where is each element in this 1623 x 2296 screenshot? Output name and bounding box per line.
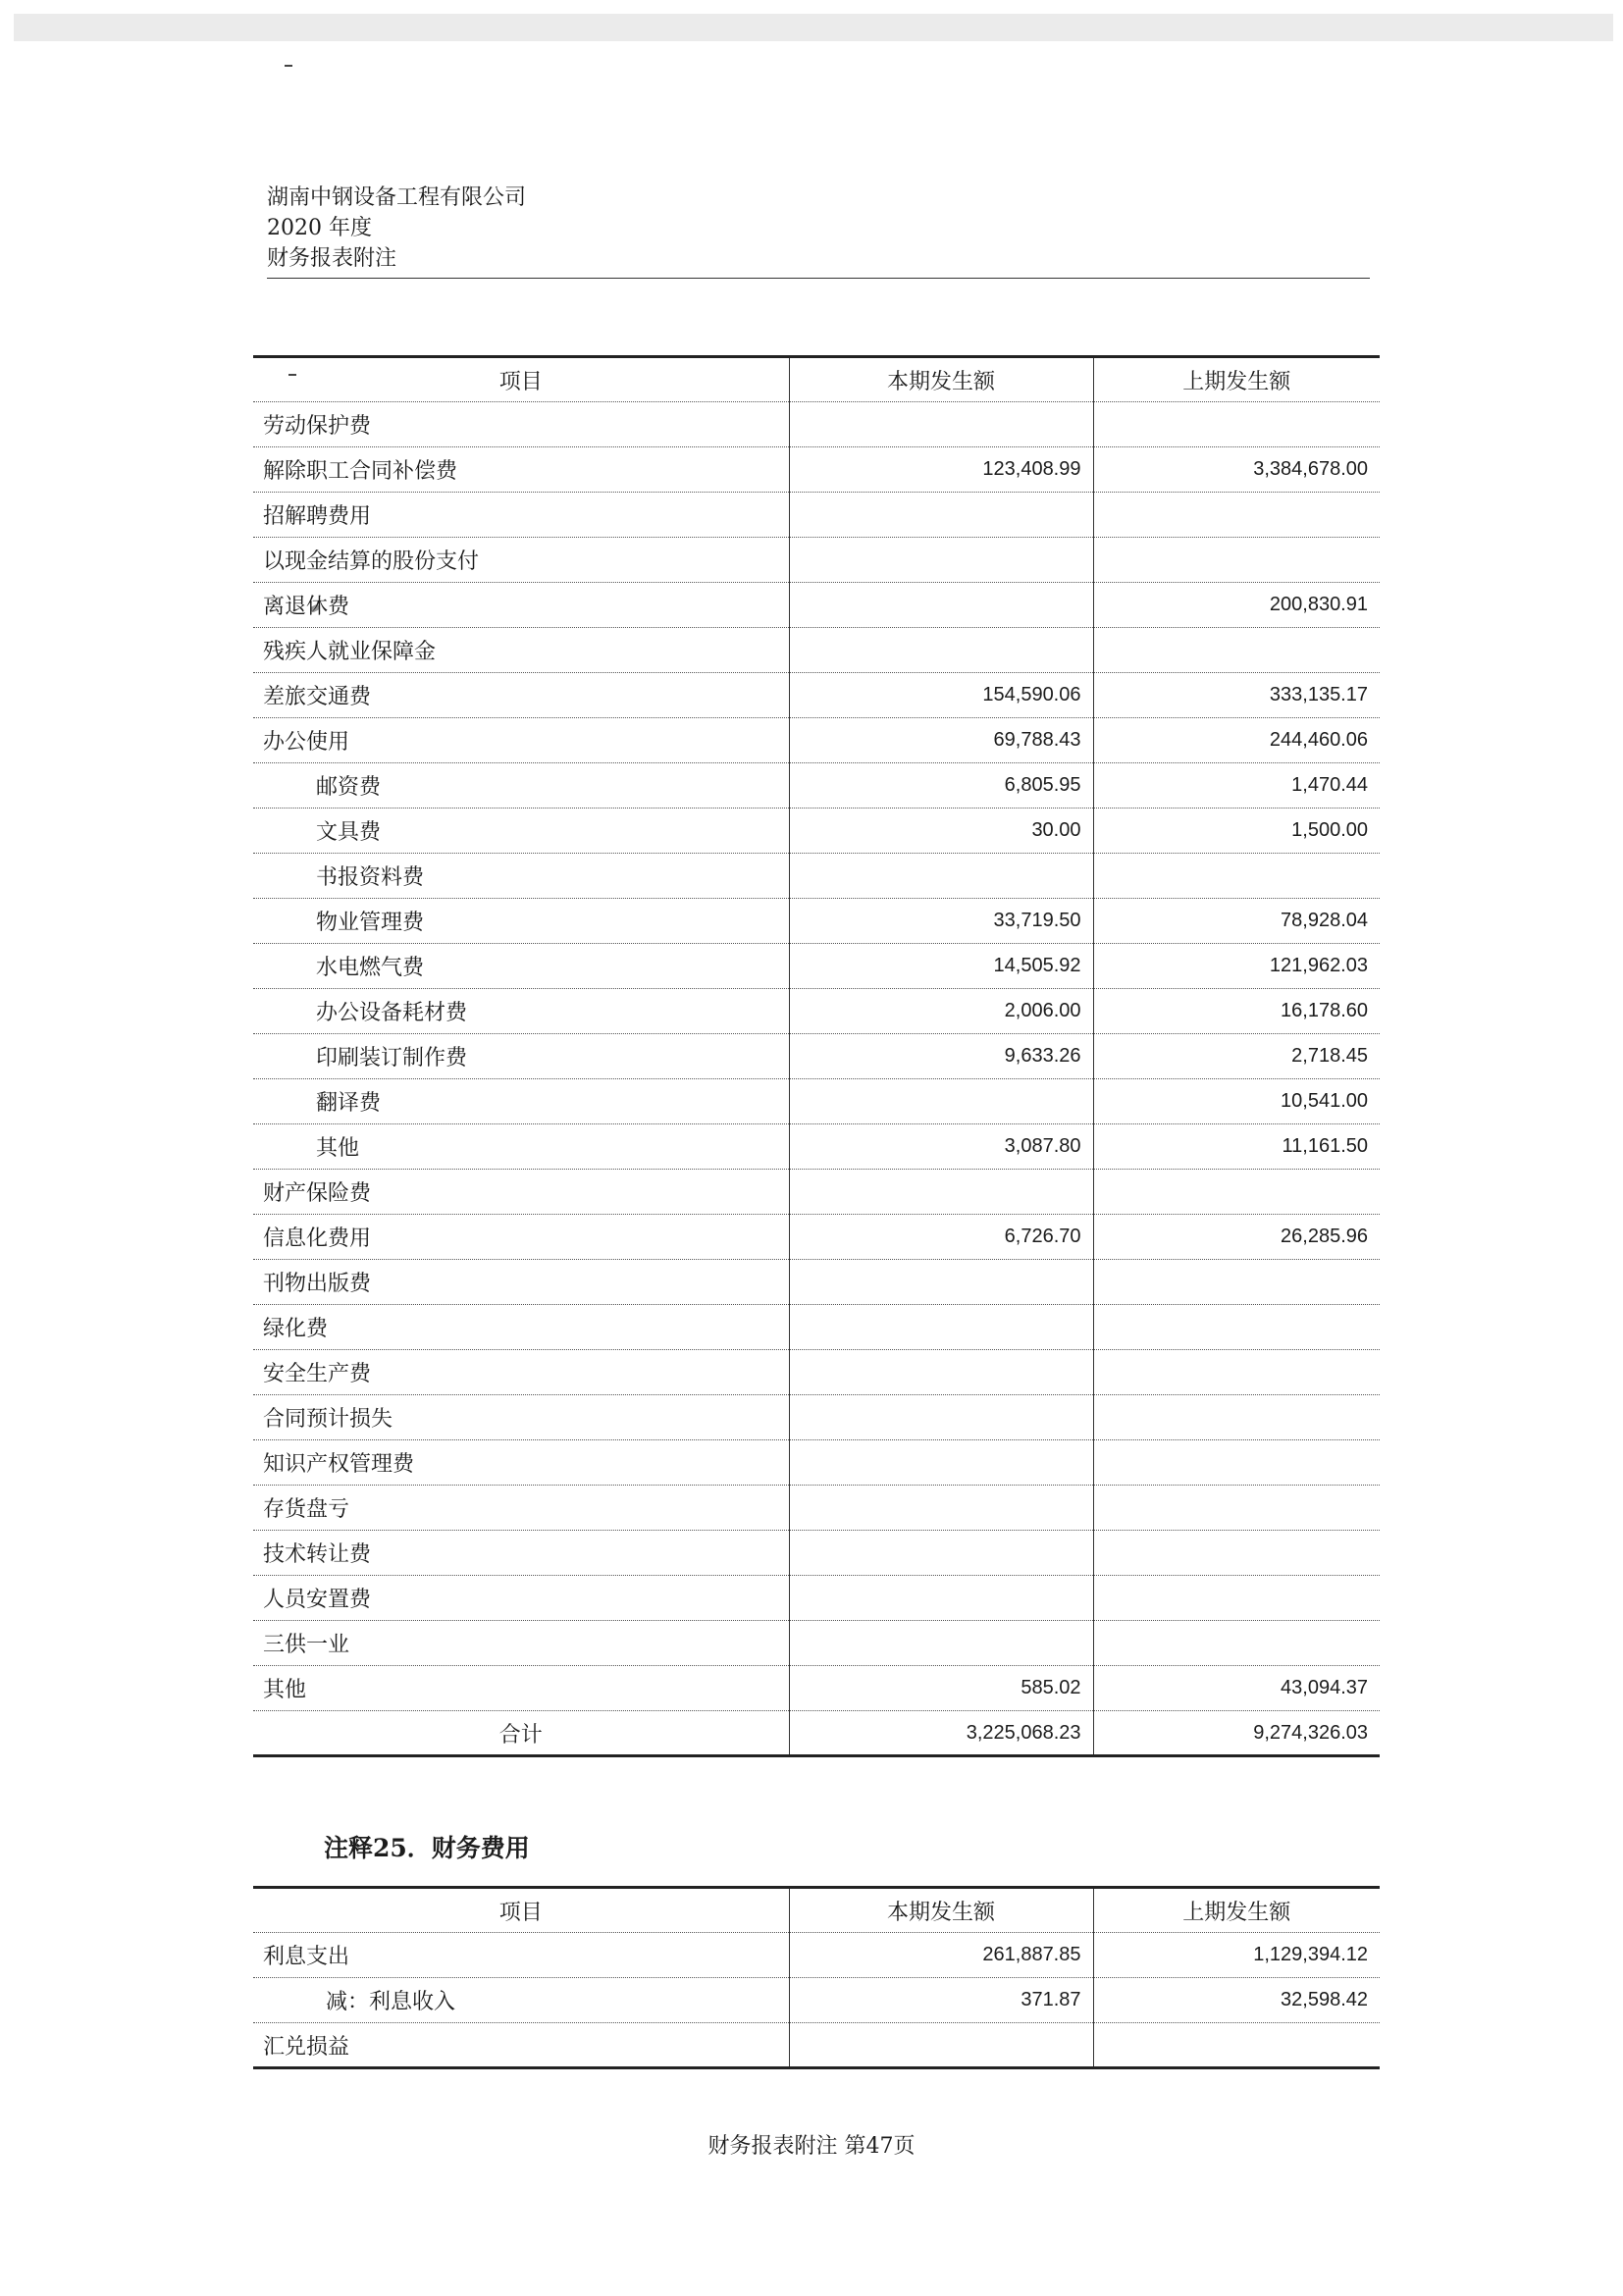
row-item-label: 办公使用 xyxy=(253,718,789,763)
table-row xyxy=(253,1531,1380,1576)
row-item-label: 信息化费用 xyxy=(253,1215,789,1260)
col-header-current: 本期发生额 xyxy=(789,357,1093,402)
row-prior-value xyxy=(1093,1440,1380,1486)
page-header xyxy=(267,183,1370,279)
table-row xyxy=(253,538,1380,583)
row-current-value: 2,006.00 xyxy=(789,989,1093,1034)
page-footer: 财务报表附注 第47页 xyxy=(707,2134,916,2159)
row-item-label: 存货盘亏 xyxy=(253,1486,789,1531)
row-prior-value: 3,384,678.00 xyxy=(1093,447,1380,493)
row-prior-value: 78,928.04 xyxy=(1093,899,1380,944)
table-row xyxy=(253,1215,1380,1260)
row-current-value xyxy=(789,538,1093,583)
row-item-label: 其他 xyxy=(253,1666,789,1711)
row-prior-value xyxy=(1093,402,1380,447)
company-name: 湖南中钢设备工程有限公司 xyxy=(267,185,527,210)
row-current-value xyxy=(789,1260,1093,1305)
row-prior-value xyxy=(1093,1395,1380,1440)
table-row xyxy=(253,1576,1380,1621)
row-prior-value: 1,500.00 xyxy=(1093,809,1380,854)
row-item-label: 邮资费 xyxy=(253,763,789,809)
table-row xyxy=(253,1486,1380,1531)
row-prior-value: 1,470.44 xyxy=(1093,763,1380,809)
row-item-label: 其他 xyxy=(253,1124,789,1170)
row-current-value xyxy=(789,1531,1093,1576)
row-item-label: 知识产权管理费 xyxy=(253,1440,789,1486)
note-25-title: 注释25．财务费用 xyxy=(324,1834,530,1862)
document-title: 财务报表附注 xyxy=(267,246,397,271)
row-prior-value: 10,541.00 xyxy=(1093,1079,1380,1124)
table-row xyxy=(253,809,1380,854)
row-item-label: 减：利息收入 xyxy=(253,1978,789,2023)
row-prior-value xyxy=(1093,1531,1380,1576)
row-prior-value xyxy=(1093,1576,1380,1621)
table-row xyxy=(253,628,1380,673)
row-prior-value xyxy=(1093,1260,1380,1305)
col-header-current: 本期发生额 xyxy=(789,1888,1093,1933)
table-row xyxy=(253,1350,1380,1395)
table-row xyxy=(253,1124,1380,1170)
col-header-item: 项目 xyxy=(253,1888,789,1933)
table-row xyxy=(253,1034,1380,1079)
row-item-label: 翻译费 xyxy=(253,1079,789,1124)
table-row xyxy=(253,1933,1380,1978)
admin-expense-table xyxy=(253,355,1380,1757)
row-current-value xyxy=(789,493,1093,538)
table-row xyxy=(253,944,1380,989)
row-current-value xyxy=(789,1350,1093,1395)
row-current-value: 33,719.50 xyxy=(789,899,1093,944)
row-item-label: 物业管理费 xyxy=(253,899,789,944)
row-prior-value: 244,460.06 xyxy=(1093,718,1380,763)
row-current-value: 371.87 xyxy=(789,1978,1093,2023)
table-row xyxy=(253,673,1380,718)
row-current-value: 585.02 xyxy=(789,1666,1093,1711)
row-current-value xyxy=(789,1576,1093,1621)
row-current-value: 3,087.80 xyxy=(789,1124,1093,1170)
row-current-value xyxy=(789,1079,1093,1124)
row-item-label: 利息支出 xyxy=(253,1933,789,1978)
table-row xyxy=(253,899,1380,944)
row-item-label: 书报资料费 xyxy=(253,854,789,899)
row-item-label: 招解聘费用 xyxy=(253,493,789,538)
row-prior-value: 26,285.96 xyxy=(1093,1215,1380,1260)
table-row xyxy=(253,1170,1380,1215)
row-current-value xyxy=(789,2023,1093,2068)
row-prior-value xyxy=(1093,2023,1380,2068)
row-current-value xyxy=(789,583,1093,628)
row-current-value: 154,590.06 xyxy=(789,673,1093,718)
table-row xyxy=(253,1621,1380,1666)
row-prior-value xyxy=(1093,1350,1380,1395)
row-current-value: 14,505.92 xyxy=(789,944,1093,989)
row-prior-value xyxy=(1093,493,1380,538)
row-current-value xyxy=(789,854,1093,899)
row-current-value xyxy=(789,1395,1093,1440)
row-item-label: 三供一业 xyxy=(253,1621,789,1666)
total-label: 合计 xyxy=(253,1711,789,1756)
row-current-value: 30.00 xyxy=(789,809,1093,854)
row-current-value: 69,788.43 xyxy=(789,718,1093,763)
total-current: 3,225,068.23 xyxy=(789,1711,1093,1756)
row-current-value: 6,726.70 xyxy=(789,1215,1093,1260)
row-prior-value: 32,598.42 xyxy=(1093,1978,1380,2023)
scan-mark xyxy=(285,65,292,67)
table-header-row xyxy=(253,357,1380,402)
col-header-prior: 上期发生额 xyxy=(1093,357,1380,402)
row-prior-value: 11,161.50 xyxy=(1093,1124,1380,1170)
table-row xyxy=(253,1260,1380,1305)
table-row xyxy=(253,1978,1380,2023)
row-item-label: 印刷装订制作费 xyxy=(253,1034,789,1079)
table-row xyxy=(253,447,1380,493)
table-row xyxy=(253,718,1380,763)
row-prior-value xyxy=(1093,1621,1380,1666)
row-current-value xyxy=(789,1621,1093,1666)
row-current-value xyxy=(789,1170,1093,1215)
table-row xyxy=(253,402,1380,447)
table-header-row xyxy=(253,1888,1380,1933)
report-year: 2020 年度 xyxy=(267,216,372,240)
row-current-value: 261,887.85 xyxy=(789,1933,1093,1978)
row-prior-value xyxy=(1093,854,1380,899)
row-current-value xyxy=(789,402,1093,447)
row-item-label: 技术转让费 xyxy=(253,1531,789,1576)
row-prior-value: 121,962.03 xyxy=(1093,944,1380,989)
row-item-label: 离退休费 xyxy=(253,583,789,628)
col-header-prior: 上期发生额 xyxy=(1093,1888,1380,1933)
row-item-label: 汇兑损益 xyxy=(253,2023,789,2068)
table-row xyxy=(253,1079,1380,1124)
table-row xyxy=(253,2023,1380,2068)
table-row xyxy=(253,854,1380,899)
finance-expense-table xyxy=(253,1886,1380,2069)
row-item-label: 财产保险费 xyxy=(253,1170,789,1215)
row-prior-value xyxy=(1093,1486,1380,1531)
row-item-label: 办公设备耗材费 xyxy=(253,989,789,1034)
table-row xyxy=(253,493,1380,538)
row-prior-value xyxy=(1093,538,1380,583)
col-header-item: 项目 xyxy=(253,357,789,402)
row-current-value xyxy=(789,1305,1093,1350)
row-item-label: 以现金结算的股份支付 xyxy=(253,538,789,583)
row-item-label: 合同预计损失 xyxy=(253,1395,789,1440)
table-total-row xyxy=(253,1711,1380,1756)
row-prior-value xyxy=(1093,1305,1380,1350)
row-prior-value xyxy=(1093,628,1380,673)
table-row xyxy=(253,583,1380,628)
row-prior-value: 16,178.60 xyxy=(1093,989,1380,1034)
row-item-label: 绿化费 xyxy=(253,1305,789,1350)
table-row xyxy=(253,1305,1380,1350)
row-prior-value: 333,135.17 xyxy=(1093,673,1380,718)
row-item-label: 差旅交通费 xyxy=(253,673,789,718)
row-current-value xyxy=(789,628,1093,673)
row-current-value: 123,408.99 xyxy=(789,447,1093,493)
scan-border xyxy=(14,14,1613,41)
row-current-value xyxy=(789,1486,1093,1531)
row-item-label: 解除职工合同补偿费 xyxy=(253,447,789,493)
row-item-label: 文具费 xyxy=(253,809,789,854)
total-prior: 9,274,326.03 xyxy=(1093,1711,1380,1756)
row-prior-value: 200,830.91 xyxy=(1093,583,1380,628)
row-item-label: 人员安置费 xyxy=(253,1576,789,1621)
row-item-label: 水电燃气费 xyxy=(253,944,789,989)
row-item-label: 劳动保护费 xyxy=(253,402,789,447)
table-row xyxy=(253,989,1380,1034)
table-row xyxy=(253,1440,1380,1486)
row-item-label: 安全生产费 xyxy=(253,1350,789,1395)
table-row xyxy=(253,1395,1380,1440)
row-prior-value: 2,718.45 xyxy=(1093,1034,1380,1079)
table-row xyxy=(253,1666,1380,1711)
row-prior-value: 1,129,394.12 xyxy=(1093,1933,1380,1978)
row-item-label: 刊物出版费 xyxy=(253,1260,789,1305)
row-current-value: 6,805.95 xyxy=(789,763,1093,809)
row-current-value: 9,633.26 xyxy=(789,1034,1093,1079)
row-current-value xyxy=(789,1440,1093,1486)
row-item-label: 残疾人就业保障金 xyxy=(253,628,789,673)
row-prior-value xyxy=(1093,1170,1380,1215)
table-row xyxy=(253,763,1380,809)
row-prior-value: 43,094.37 xyxy=(1093,1666,1380,1711)
